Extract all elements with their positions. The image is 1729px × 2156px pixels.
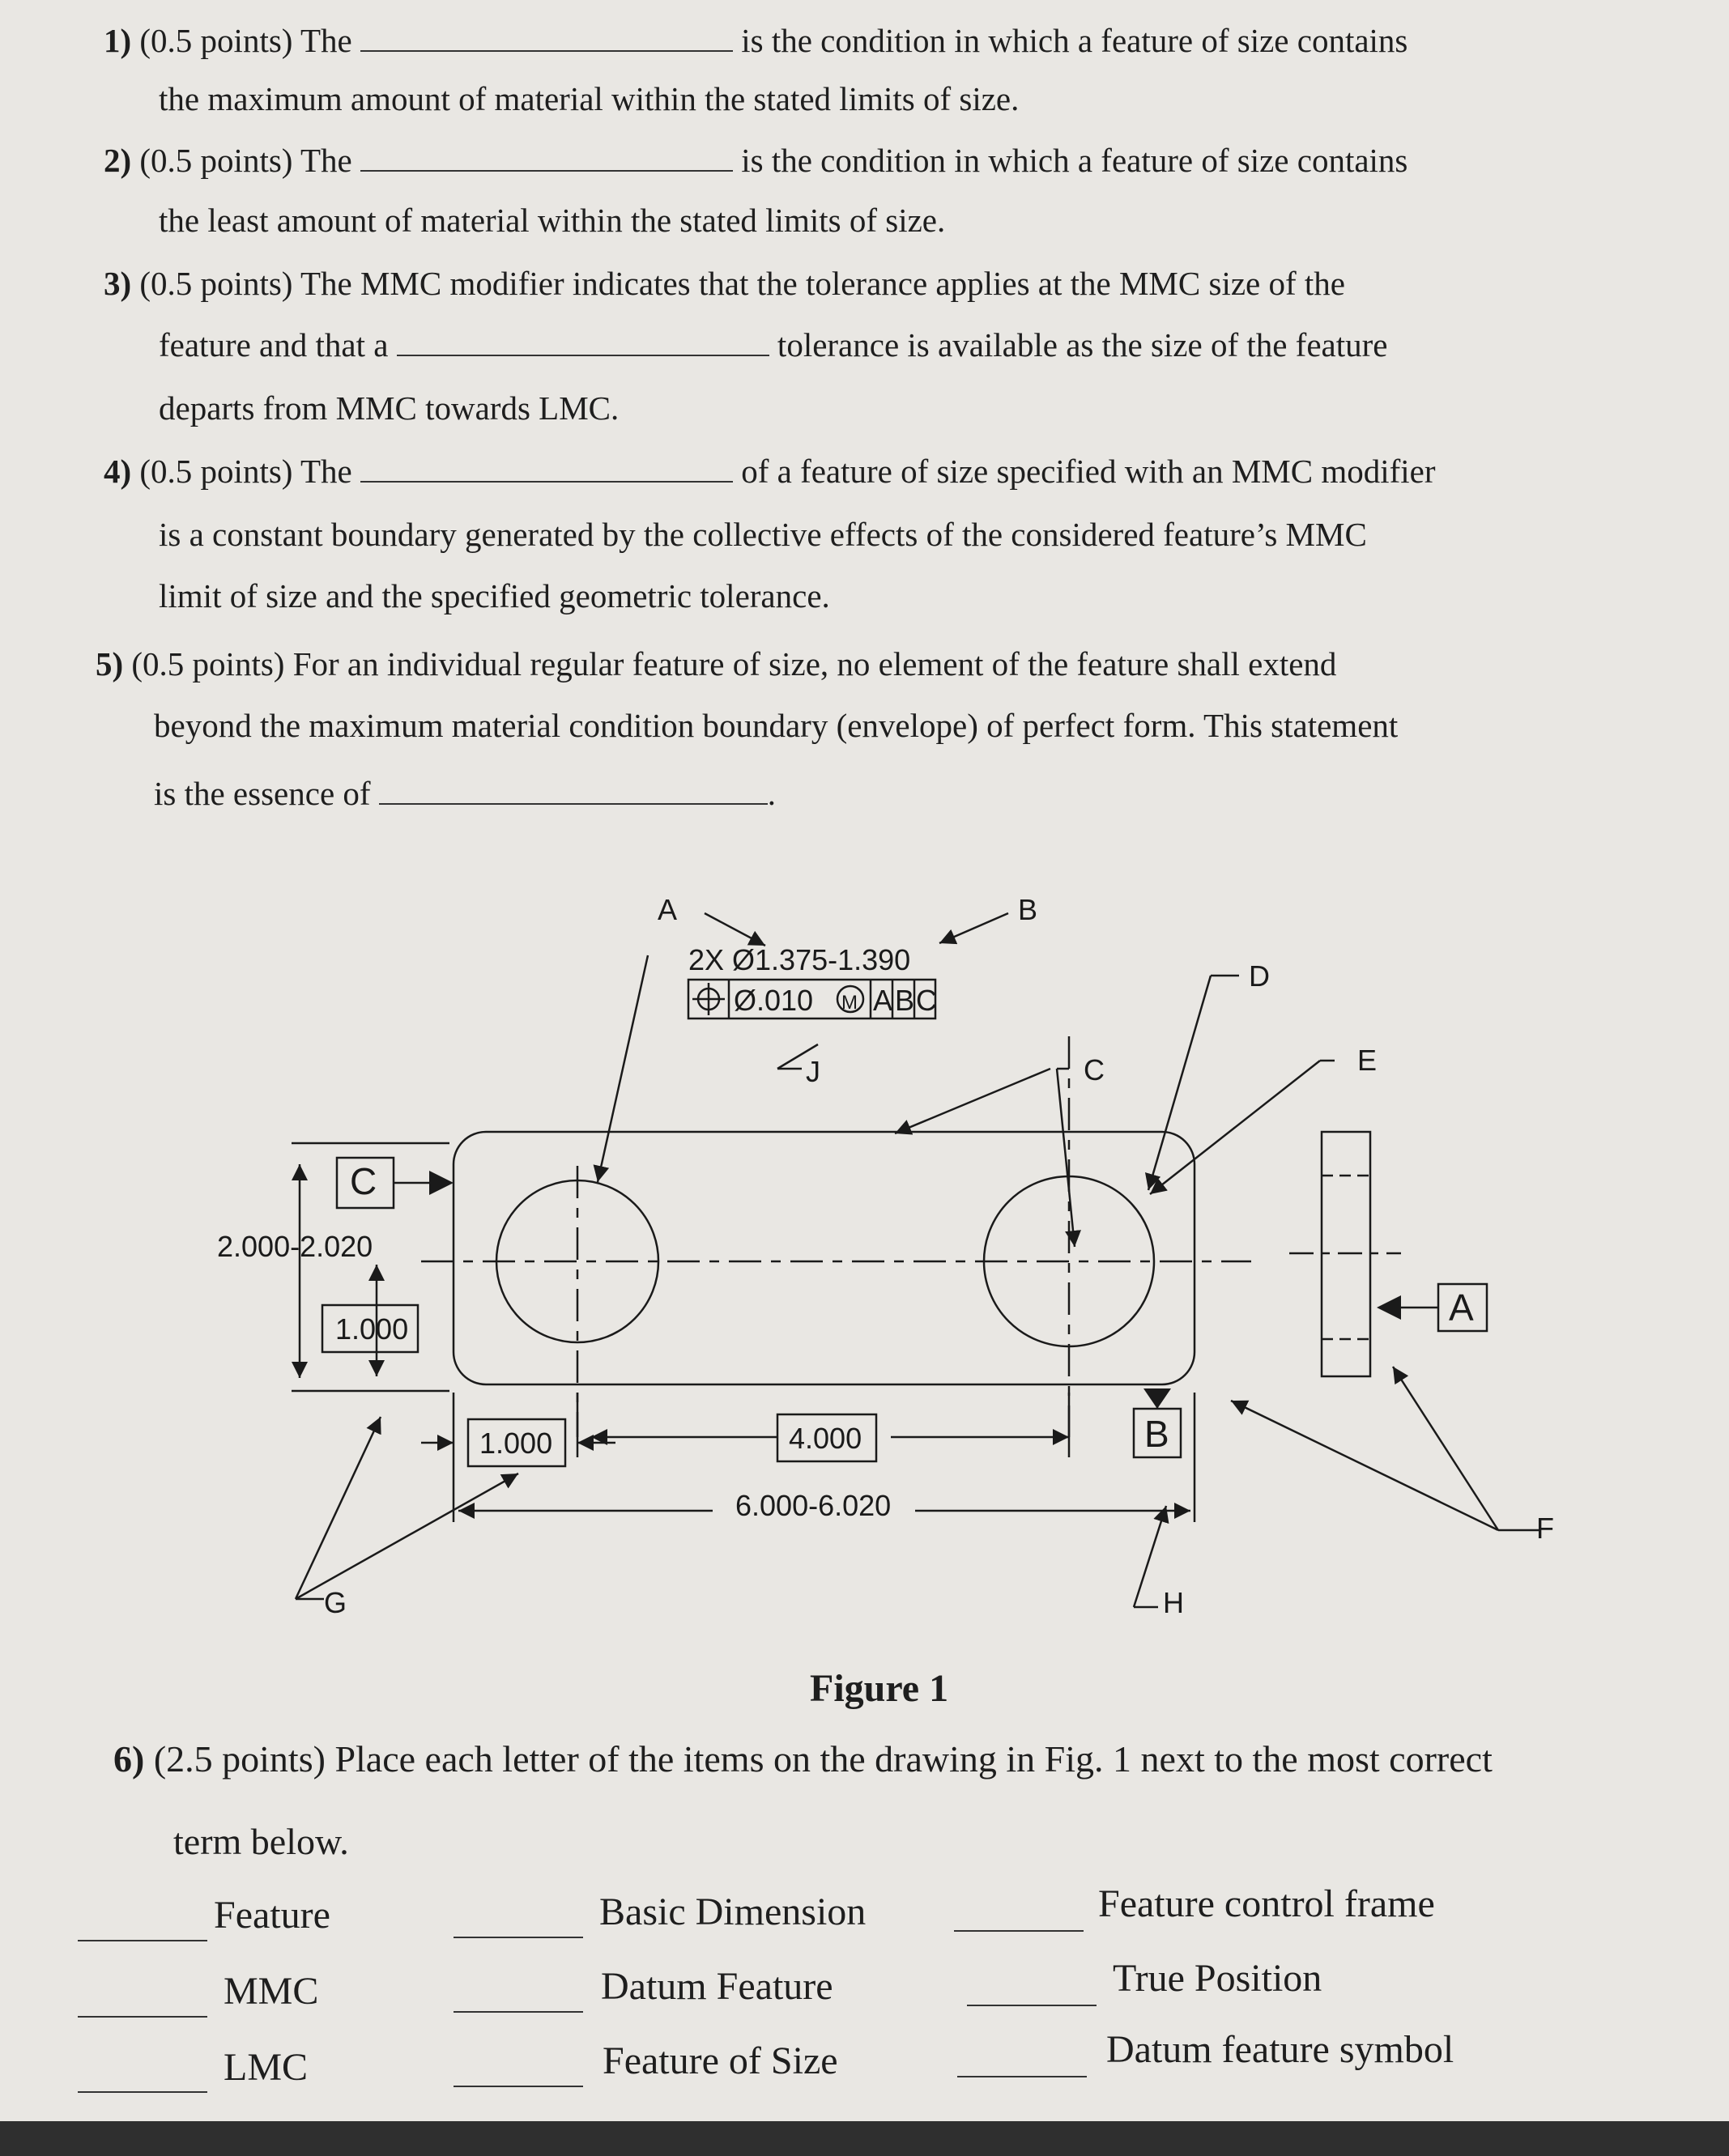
term-lmc: LMC bbox=[224, 2046, 309, 2089]
leader-label-c: C bbox=[1084, 1053, 1105, 1087]
dim-hole-x: 1.000 bbox=[479, 1427, 553, 1460]
datum-symbol-c: C bbox=[350, 1160, 377, 1202]
question-2-line2: the least amount of material within the stated limits of size. bbox=[159, 202, 946, 239]
fcf-datum-b: B bbox=[895, 984, 915, 1017]
answer-line-basic-dimension[interactable] bbox=[454, 1937, 583, 1938]
answer-line-feature-of-size[interactable] bbox=[454, 2086, 583, 2087]
question-4-line2: is a constant boundary generated by the collective effects of the considered feature’s MMC bbox=[159, 516, 1367, 553]
question-1-line2: the maximum amount of material within the stated limits of size. bbox=[159, 80, 1020, 117]
dim-hole-y: 1.000 bbox=[335, 1312, 409, 1346]
fcf-datum-c: C bbox=[916, 984, 937, 1017]
answer-blank-3[interactable] bbox=[397, 354, 769, 356]
question-4: 4) (0.5 points) The of a feature of size specified with an MMC modifier bbox=[104, 453, 1436, 490]
question-3: 3) (0.5 points) The MMC modifier indicates that the tolerance applies at the MMC size of the bbox=[104, 265, 1345, 302]
question-3-line3: departs from MMC towards LMC. bbox=[159, 389, 620, 427]
hole-callout: 2X Ø1.375-1.390 bbox=[688, 943, 911, 976]
term-true-position: True Position bbox=[1113, 1957, 1322, 2000]
leader-label-b: B bbox=[1018, 893, 1038, 926]
question-2: 2) (0.5 points) The is the condition in which a feature of size contains bbox=[104, 142, 1408, 179]
part-outline bbox=[454, 1132, 1195, 1384]
answer-line-feature-control-frame[interactable] bbox=[954, 1930, 1084, 1932]
answer-blank-1[interactable] bbox=[360, 49, 733, 52]
datum-symbol-a: A bbox=[1449, 1286, 1474, 1329]
answer-line-datum-feature[interactable] bbox=[454, 2011, 583, 2013]
answer-line-mmc[interactable] bbox=[78, 2016, 207, 2018]
leader-label-d: D bbox=[1249, 959, 1270, 993]
term-feature-control-frame: Feature control frame bbox=[1098, 1882, 1435, 1925]
leader-label-a: A bbox=[658, 893, 678, 926]
answer-line-true-position[interactable] bbox=[967, 2005, 1097, 2006]
answer-line-datum-feature-symbol[interactable] bbox=[957, 2076, 1087, 2077]
figure-caption: Figure 1 bbox=[810, 1667, 949, 1710]
question-1: 1) (0.5 points) The is the condition in which a feature of size contains bbox=[104, 22, 1408, 59]
fcf-modifier: M bbox=[841, 992, 858, 1014]
question-6: 6) (2.5 points) Place each letter of the items on the drawing in Fig. 1 next to the most correct bbox=[113, 1738, 1493, 1780]
desk-edge bbox=[0, 2121, 1729, 2156]
term-mmc: MMC bbox=[224, 1970, 319, 2013]
leader-label-e: E bbox=[1357, 1044, 1378, 1077]
answer-blank-5[interactable] bbox=[379, 802, 768, 805]
term-datum-feature-symbol: Datum feature symbol bbox=[1106, 2028, 1454, 2071]
question-5-line2: beyond the maximum material condition boundary (envelope) of perfect form. This statement bbox=[154, 707, 1399, 744]
question-3-line2: feature and that a tolerance is available as the size of the feature bbox=[159, 326, 1388, 364]
term-basic-dimension: Basic Dimension bbox=[599, 1890, 867, 1933]
dim-length: 6.000-6.020 bbox=[735, 1489, 892, 1522]
leader-label-f: F bbox=[1536, 1512, 1554, 1545]
datum-symbol-b: B bbox=[1144, 1413, 1169, 1455]
question-4-line3: limit of size and the specified geometric tolerance. bbox=[159, 577, 830, 614]
question-5: 5) (0.5 points) For an individual regular feature of size, no element of the feature shall extend bbox=[96, 645, 1337, 683]
term-feature: Feature bbox=[214, 1894, 330, 1937]
fcf-tolerance: Ø.010 bbox=[734, 984, 814, 1017]
term-feature-of-size: Feature of Size bbox=[603, 2039, 838, 2082]
answer-blank-4[interactable] bbox=[360, 480, 733, 483]
question-5-line3: is the essence of . bbox=[154, 775, 777, 812]
leader-label-h: H bbox=[1163, 1586, 1184, 1619]
answer-blank-2[interactable] bbox=[360, 169, 733, 172]
answer-line-lmc[interactable] bbox=[78, 2091, 207, 2093]
fcf-datum-a: A bbox=[873, 984, 893, 1017]
answer-line-feature[interactable] bbox=[78, 1940, 207, 1941]
leader-label-g: G bbox=[324, 1586, 347, 1619]
leader-label-j: J bbox=[806, 1055, 820, 1088]
figure-1-drawing bbox=[0, 850, 1729, 1660]
dim-height: 2.000-2.020 bbox=[217, 1230, 373, 1263]
question-6-line2: term below. bbox=[173, 1821, 349, 1862]
term-datum-feature: Datum Feature bbox=[601, 1965, 833, 2008]
dim-spacing: 4.000 bbox=[789, 1422, 862, 1455]
